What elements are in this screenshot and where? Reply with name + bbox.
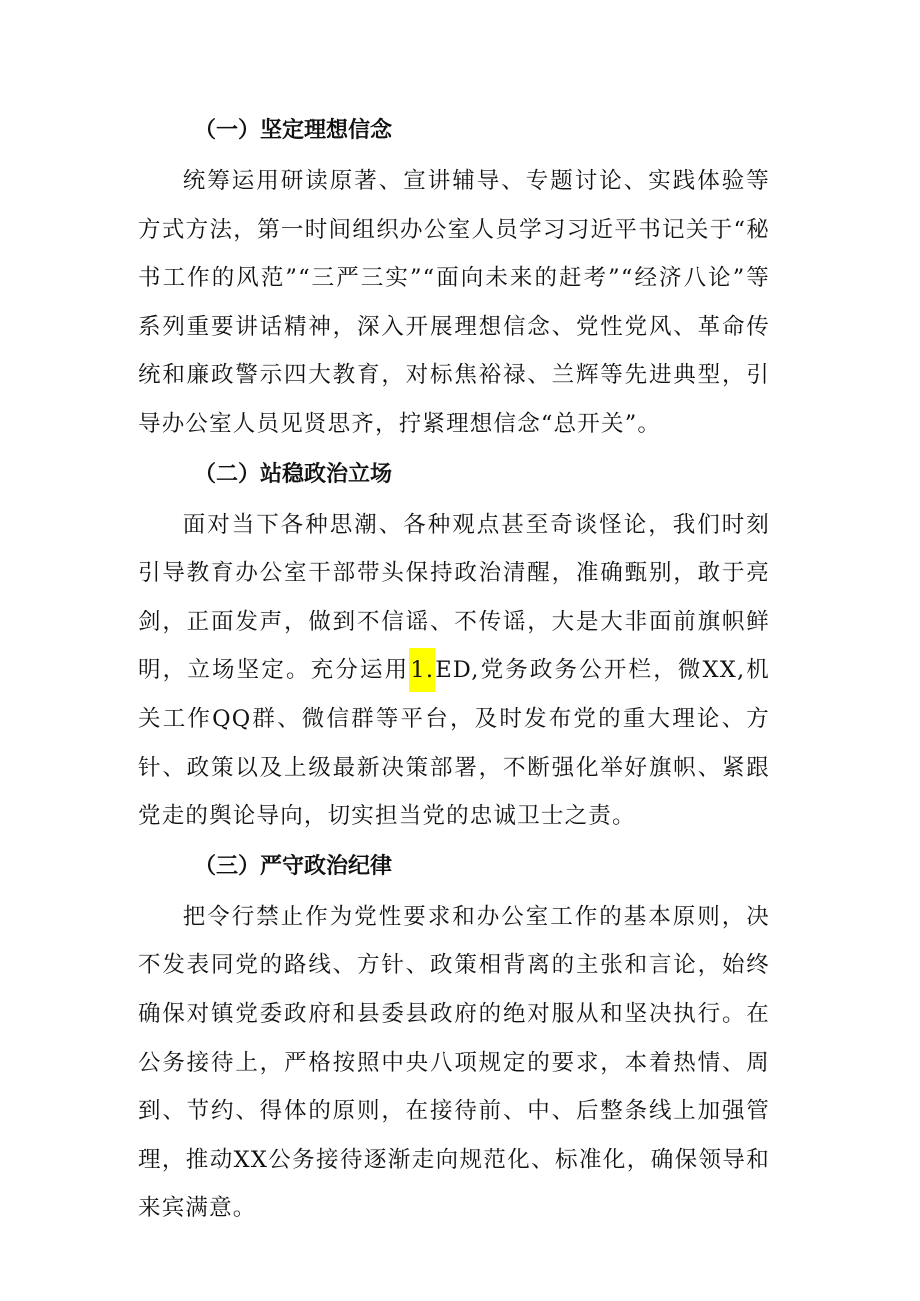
section-heading-2: （二）站稳政治立场 xyxy=(194,461,393,487)
section-paragraph-3 xyxy=(138,893,770,1233)
paragraph-text: 统筹运用研读原著、宣讲辅导、专题讨论、实践体验等方式方法，第一时间组织办公室人员学习习近平书记关于“秘书工作的风范”“三严三实”“面向未来的赶考”“经济八论”等系列重要讲话精神，深入开展理想信念、党性党风、革命传统和廉政警示四大教育，对标焦裕禄、兰辉等先进典型，引导办公室人员见贤思齐，拧紧理想信念“总开关”。 xyxy=(138,168,770,437)
paragraph-text-after: ED,党务政务公开栏，微XX,机关工作QQ群、微信群等平台，及时发布党的重大理论、方针、政策以及上级最新决策部署，不断强化举好旗帜、紧跟党走的舆论导向，切实担当党的忠诚卫士之责。 xyxy=(138,657,770,830)
section-paragraph-2 xyxy=(138,501,770,841)
highlighted-text: 1. xyxy=(409,648,435,692)
document-page xyxy=(138,105,770,1233)
section-heading-3: （三）严守政治纪律 xyxy=(194,853,393,879)
paragraph-text-before: 面对当下各种思潮、各种观点甚至奇谈怪论，我们时刻引导教育办公室干部带头保持政治清醒，准确甄别，敢于亮剑，正面发声，做到不信谣、不传谣，大是大非面前旗帜鲜明，立场坚定。充分运用 xyxy=(138,511,770,684)
paragraph-text: 把令行禁止作为党性要求和办公室工作的基本原则，决不发表同党的路线、方针、政策相背离的主张和言论，始终确保对镇党委政府和县委县政府的绝对服从和坚决执行。在公务接待上，严格按照中央八项规定的要求，本着热情、周到、节约、得体的原则，在接待前、中、后整条线上加强管理，推动XX公务接待逐渐走向规范化、标准化，确保领导和来宾满意。 xyxy=(138,903,770,1222)
section-paragraph-1 xyxy=(138,157,770,449)
section-heading-1: （一）坚定理想信念 xyxy=(194,118,393,143)
